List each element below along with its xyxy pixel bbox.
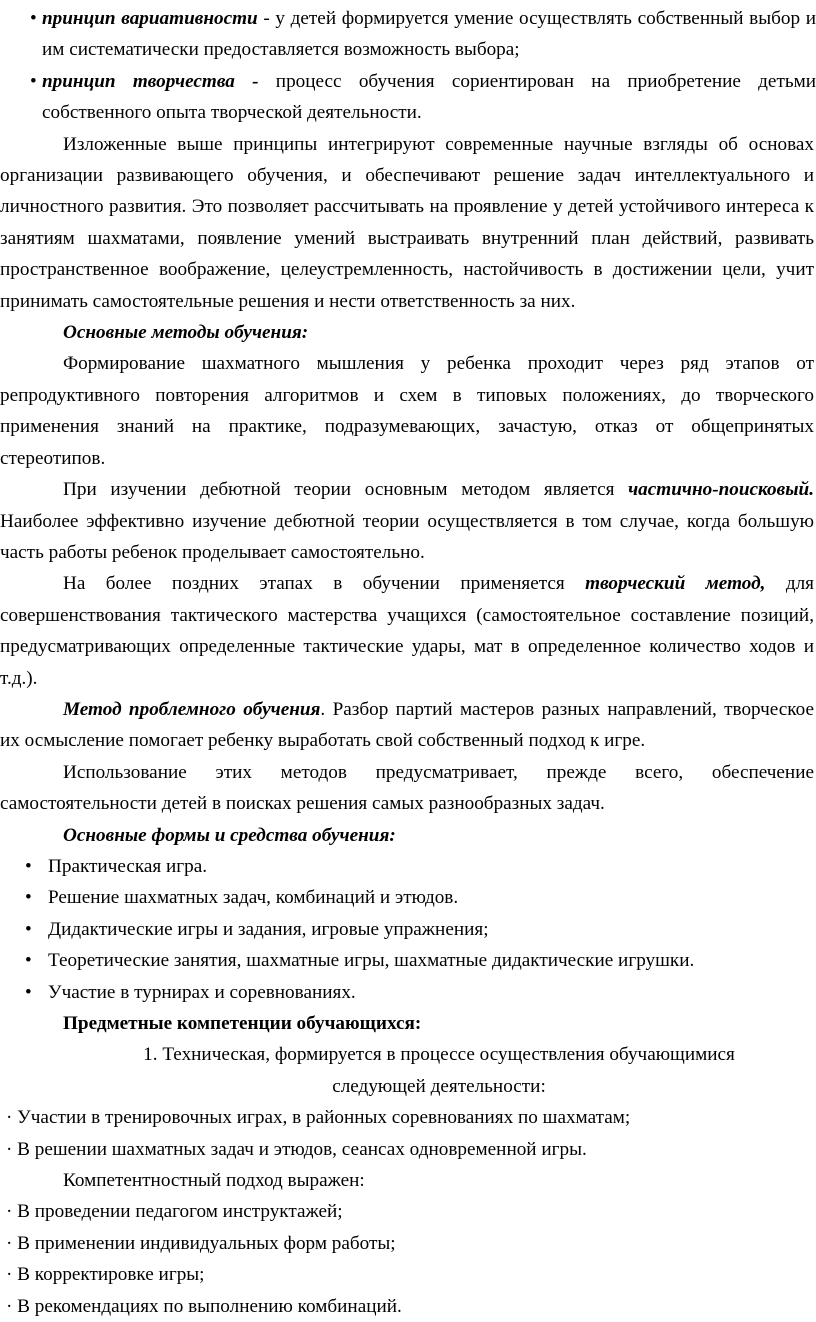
approach-heading: Компетентностный подход выражен: (63, 1170, 365, 1192)
paragraph-creative: На более поздних этапах в обучении применяется творческий метод, для совершенствования тактического мастерства учащихся (самостоятельное составление позиций, предусматривающих определенные тактические удары, мат в определенное количество ходов и т.д.). (0, 573, 814, 689)
list-item: • Теоретические занятия, шахматные игры, шахматные дидактические игрушки. (0, 945, 816, 976)
bullet-icon: • (30, 70, 37, 92)
competences-heading: Предметные компетенции обучающихся: (63, 1013, 422, 1034)
paragraph-methods: Формирование шахматного мышления у ребенка проходит через ряд этапов от репродуктивного повторения алгоритмов и схем в типовых положениях, до творческого применения знаний на практике, подразумевающих, зачастую, отказ от общепринятых стереотипов. (0, 353, 814, 469)
activity-item: · Участии в тренировочных играх, в районных соревнованиях по шахматам; (6, 1107, 631, 1129)
method-term: творческий метод, (585, 573, 766, 595)
activity-item: · В решении шахматных задач и этюдов, сеансах одновременной игры. (6, 1138, 587, 1160)
approach-item: · В рекомендациях по выполнению комбинаций. (6, 1295, 402, 1317)
principle-creativity (0, 66, 816, 129)
approach-item: · В корректировке игры; (6, 1264, 205, 1286)
paragraph-problem: Метод проблемного обучения. Разбор партий мастеров разных направлений, творческое их осмысление помогает ребенку выработать свой собственный подход к игре. (0, 698, 815, 752)
technical-line-1: 1. Техническая, формируется в процессе осуществления обучающимися (143, 1044, 735, 1066)
method-term: Метод проблемного обучения (63, 698, 321, 720)
list-item: • Участие в турнирах и соревнованиях. (0, 977, 816, 1008)
bullet-icon: • (25, 855, 32, 877)
approach-item: · В применении индивидуальных форм работы; (6, 1232, 396, 1254)
technical-line-2: следующей деятельности: (332, 1075, 546, 1097)
bullet-icon: • (25, 981, 32, 1003)
list-item: • Дидактические игры и задания, игровые упражнения; (0, 914, 816, 945)
bullet-icon: • (25, 950, 32, 972)
bullet-icon: • (25, 918, 32, 940)
list-item: • Практическая игра. (0, 851, 816, 882)
forms-list (0, 851, 816, 1008)
approach-item: · В проведении педагогом инструктажей; (6, 1201, 343, 1223)
paragraph-principles: Изложенные выше принципы интегрируют современные научные взгляды об основах организации развивающего обучения, и обеспечивают решение задач интеллектуального и личностного развития. Это позволяет рассчитывать на проявление у детей устойчивого интереса к занятиям шахматами, появление умений выстраивать внутренний план действий, развивать пространственное воображение, целеустремленность, настойчивость в достижении цели, учит принимать самостоятельные решения и нести ответственность за них. (0, 133, 814, 312)
principle-term: принцип вариативности (42, 8, 258, 29)
list-item: • Решение шахматных задач, комбинаций и этюдов. (0, 882, 816, 913)
paragraph-debut: При изучении дебютной теории основным методом является частично-поисковый. Наиболее эффективно изучение дебютной теории осуществляется в том случае, когда большую часть работы ребенок проделывает самостоятельно. (0, 479, 814, 563)
principle-text: у детей формируется умение осуществлять собственный выбор и им систематически предоставляется возможность выбора; (42, 8, 816, 61)
principle-text: процесс обучения сориентирован на приобретение детьми собственного опыта творческой деятельности. (42, 70, 816, 124)
method-term: частично-поисковый. (628, 479, 814, 501)
paragraph-usage: Использование этих методов предусматривает, прежде всего, обеспечение самостоятельности детей в поисках решения самых разнообразных задач. (0, 761, 814, 815)
methods-heading: Основные методы обучения: (63, 322, 309, 344)
principle-variativity (0, 3, 816, 66)
bullet-icon: • (30, 8, 37, 29)
principle-term: принцип творчества - (42, 70, 259, 92)
principle-dash: - (257, 8, 270, 29)
bullet-icon: • (25, 887, 32, 909)
forms-heading: Основные формы и средства обучения: (63, 824, 396, 846)
